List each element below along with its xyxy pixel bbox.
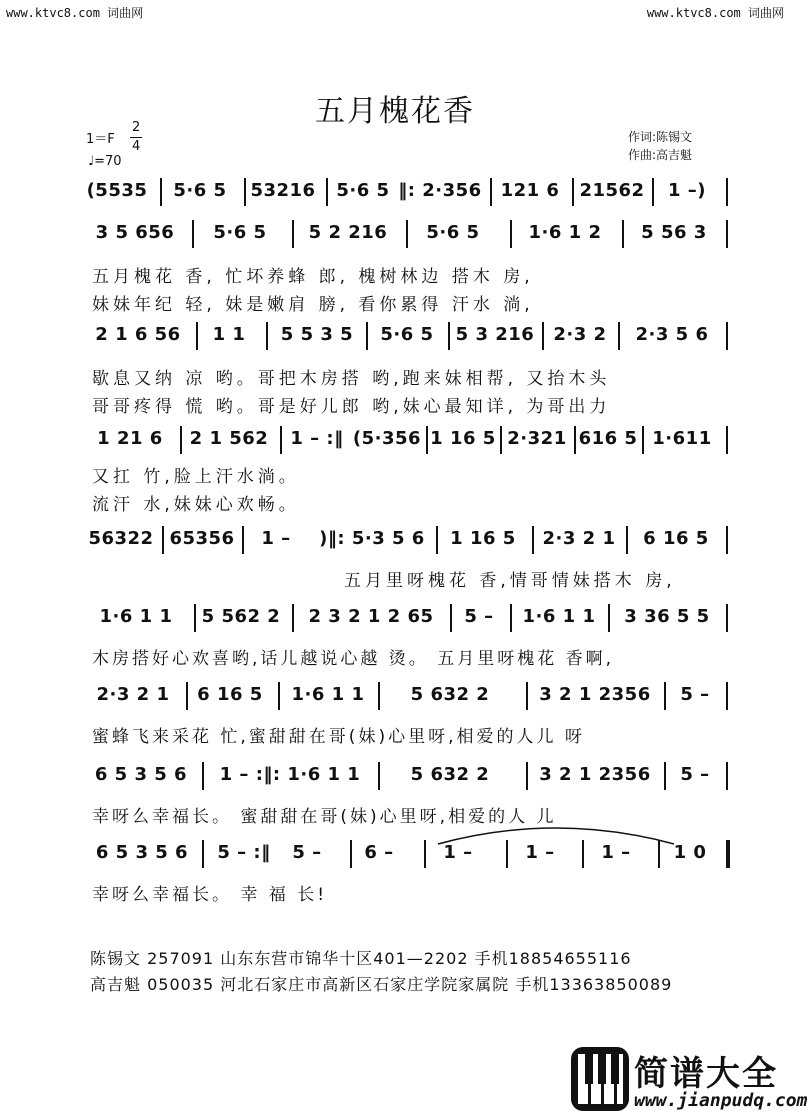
measure: 5 562 2 <box>201 606 281 627</box>
lyric-line: 哥哥疼得 慌 哟。哥是好儿郎 哟,妹心最知详, 为哥出力 <box>92 397 611 417</box>
barline <box>510 220 512 248</box>
barline <box>726 604 728 632</box>
measure: 2·3 2 1 <box>542 528 616 549</box>
measure: 1 – <box>525 842 555 863</box>
lyric-line: 蜜蜂飞来采花 忙,蜜甜甜在哥(妹)心里呀,相爱的人儿 呀 <box>92 727 585 747</box>
barline <box>726 178 728 206</box>
barline <box>436 526 438 554</box>
measure: 5 – <box>292 842 322 863</box>
barline <box>242 526 244 554</box>
measure: 53216 <box>250 180 316 201</box>
barline <box>526 682 528 710</box>
measure: ‖: 2·356 <box>398 180 482 201</box>
barline <box>292 220 294 248</box>
barline <box>664 762 666 790</box>
barline <box>160 178 162 206</box>
barline <box>622 220 624 248</box>
score-row-1 <box>86 176 746 206</box>
barline <box>664 682 666 710</box>
barline <box>626 526 628 554</box>
measure: 5·6 5 <box>426 222 480 243</box>
barline <box>196 322 198 350</box>
barline <box>450 604 452 632</box>
measure: 5 56 3 <box>641 222 707 243</box>
brand-url: www.jianpudq.com <box>634 1090 807 1111</box>
piano-keys-icon <box>570 1046 630 1112</box>
barline <box>608 604 610 632</box>
measure: 2 3 2 1 2 65 <box>308 606 434 627</box>
measure: 5·6 5 <box>213 222 267 243</box>
measure: 5 3 216 <box>455 324 535 345</box>
measure: 5 632 2 <box>410 764 490 785</box>
barline <box>202 840 204 868</box>
barline <box>244 178 246 206</box>
barline <box>192 220 194 248</box>
lyric-line: 流汗 水,妹妹心欢畅。 <box>92 495 300 515</box>
tie-arc <box>436 820 676 846</box>
measure: 5 2 216 <box>308 222 388 243</box>
barline <box>726 220 728 248</box>
measure: 3 2 1 2356 <box>539 684 651 705</box>
lyric-line: 幸呀么幸福长。 幸 福 长! <box>92 885 328 905</box>
measure: 6 16 5 <box>643 528 709 549</box>
measure: 6 5 3 5 6 <box>95 842 189 863</box>
lyric-line: 又扛 竹,脸上汗水淌。 <box>92 467 300 487</box>
measure: 1·6 1 1 <box>99 606 173 627</box>
contact-line-composer: 高吉魁 050035 河北石家庄市高新区石家庄学院家属院 手机13363850089 <box>90 975 673 994</box>
measure: 2 1 562 <box>189 428 269 449</box>
measure: 6 – <box>364 842 394 863</box>
measure: 5·6 5 <box>380 324 434 345</box>
brand-name: 简谱大全 <box>634 1054 778 1094</box>
lyric-line: 五月里呀槐花 香,情哥情妹搭木 房, <box>344 571 676 591</box>
measure: 5 – :‖ <box>217 842 271 863</box>
measure: 1 – <box>443 842 473 863</box>
barline <box>280 426 282 454</box>
barline <box>378 762 380 790</box>
measure: 5 – <box>680 684 710 705</box>
measure: 1 16 5 <box>450 528 516 549</box>
lyricist-credit: 作词:陈锡文 <box>628 130 693 144</box>
tempo-marking: ♩=70 <box>88 154 122 169</box>
measure: (5535 <box>86 180 148 201</box>
barline <box>202 762 204 790</box>
barline <box>642 426 644 454</box>
barline <box>726 322 728 350</box>
measure: 3 36 5 5 <box>624 606 710 627</box>
time-signature-top: 2 <box>132 120 141 135</box>
lyric-line: 木房搭好心欢喜哟,话儿越说心越 烫。 五月里呀槐花 香啊, <box>92 649 615 669</box>
measure: 65356 <box>169 528 235 549</box>
measure: 1 –) <box>667 180 707 201</box>
score-row-6 <box>86 602 746 632</box>
measure: 5 – <box>680 764 710 785</box>
lyric-line: 五月槐花 香, 忙坏养蜂 郎, 槐树林边 搭木 房, <box>92 267 534 287</box>
site-logo <box>568 1042 807 1116</box>
measure: 616 5 <box>578 428 638 449</box>
barline <box>180 426 182 454</box>
lyric-line: 歇息又纳 凉 哟。哥把木房搭 哟,跑来妹相帮, 又抬木头 <box>92 369 611 389</box>
site-watermark-right: www.ktvc8.com 词曲网 <box>646 6 784 20</box>
barline <box>572 178 574 206</box>
measure: 3 5 656 <box>95 222 175 243</box>
key-signature: 1＝F <box>86 132 115 147</box>
measure: 121 6 <box>500 180 560 201</box>
measure: 2·3 2 <box>553 324 607 345</box>
barline <box>726 526 728 554</box>
barline <box>406 220 408 248</box>
measure: 6 5 3 5 6 <box>94 764 188 785</box>
barline <box>500 426 502 454</box>
measure: (5·356 <box>352 428 422 449</box>
barline <box>490 178 492 206</box>
measure: )‖: 5·3 5 6 <box>319 528 425 549</box>
measure: 5·6 5 <box>173 180 227 201</box>
barline <box>618 322 620 350</box>
time-signature-bottom: 4 <box>132 139 141 154</box>
measure: 2·3 2 1 <box>96 684 170 705</box>
barline <box>326 178 328 206</box>
measure: 1 21 6 <box>97 428 163 449</box>
measure: 2·3 5 6 <box>635 324 709 345</box>
measure: 5 5 3 5 <box>280 324 354 345</box>
barline <box>162 526 164 554</box>
measure: 3 2 1 2356 <box>539 764 651 785</box>
score-row-3 <box>86 320 746 350</box>
barline <box>726 762 728 790</box>
barline <box>574 426 576 454</box>
measure: 1 – :‖ <box>290 428 344 449</box>
measure: 1 – <box>261 528 291 549</box>
barline <box>366 322 368 350</box>
barline <box>510 604 512 632</box>
score-row-8 <box>86 760 746 790</box>
barline <box>526 762 528 790</box>
barline <box>424 840 426 868</box>
contact-line-lyricist: 陈锡文 257091 山东东营市锦华十区401—2202 手机18854655116 <box>90 949 632 968</box>
barline <box>652 178 654 206</box>
barline <box>726 682 728 710</box>
measure: 56322 <box>88 528 154 549</box>
measure: 21562 <box>579 180 645 201</box>
barline <box>542 322 544 350</box>
measure: 1·611 <box>652 428 712 449</box>
barline <box>448 322 450 350</box>
measure: 1·6 1 2 <box>528 222 602 243</box>
barline <box>266 322 268 350</box>
barline <box>532 526 534 554</box>
composer-credit: 作曲:高吉魁 <box>628 148 693 162</box>
measure: 1 16 5 <box>430 428 496 449</box>
measure: 1 – <box>601 842 631 863</box>
measure: 1·6 1 1 <box>291 684 365 705</box>
score-row-5 <box>86 524 746 554</box>
final-barline <box>726 840 730 868</box>
barline <box>194 604 196 632</box>
song-title: 五月槐花香 <box>315 94 475 129</box>
barline <box>426 426 428 454</box>
lyric-line: 妹妹年纪 轻, 妹是嫩肩 膀, 看你累得 汗水 淌, <box>92 295 534 315</box>
score-row-7 <box>86 680 746 710</box>
measure: 2·321 <box>507 428 567 449</box>
barline <box>292 604 294 632</box>
measure: 5 – <box>464 606 494 627</box>
measure: 5 632 2 <box>410 684 490 705</box>
measure: 1·6 1 1 <box>522 606 596 627</box>
barline <box>378 682 380 710</box>
measure: 1 0 <box>673 842 707 863</box>
measure: 1 – :‖: 1·6 1 1 <box>219 764 361 785</box>
site-watermark-left: www.ktvc8.com 词曲网 <box>6 6 144 20</box>
barline <box>350 840 352 868</box>
barline <box>278 682 280 710</box>
barline <box>186 682 188 710</box>
barline <box>726 426 728 454</box>
measure: 5·6 5 <box>336 180 390 201</box>
score-row-4 <box>86 424 746 454</box>
measure: 2 1 6 56 <box>95 324 181 345</box>
measure: 6 16 5 <box>197 684 263 705</box>
lyric-line: 幸呀么幸福长。 蜜甜甜在哥(妹)心里呀,相爱的人 儿 <box>92 807 557 827</box>
measure: 1 1 <box>212 324 246 345</box>
score-row-2 <box>86 218 746 248</box>
